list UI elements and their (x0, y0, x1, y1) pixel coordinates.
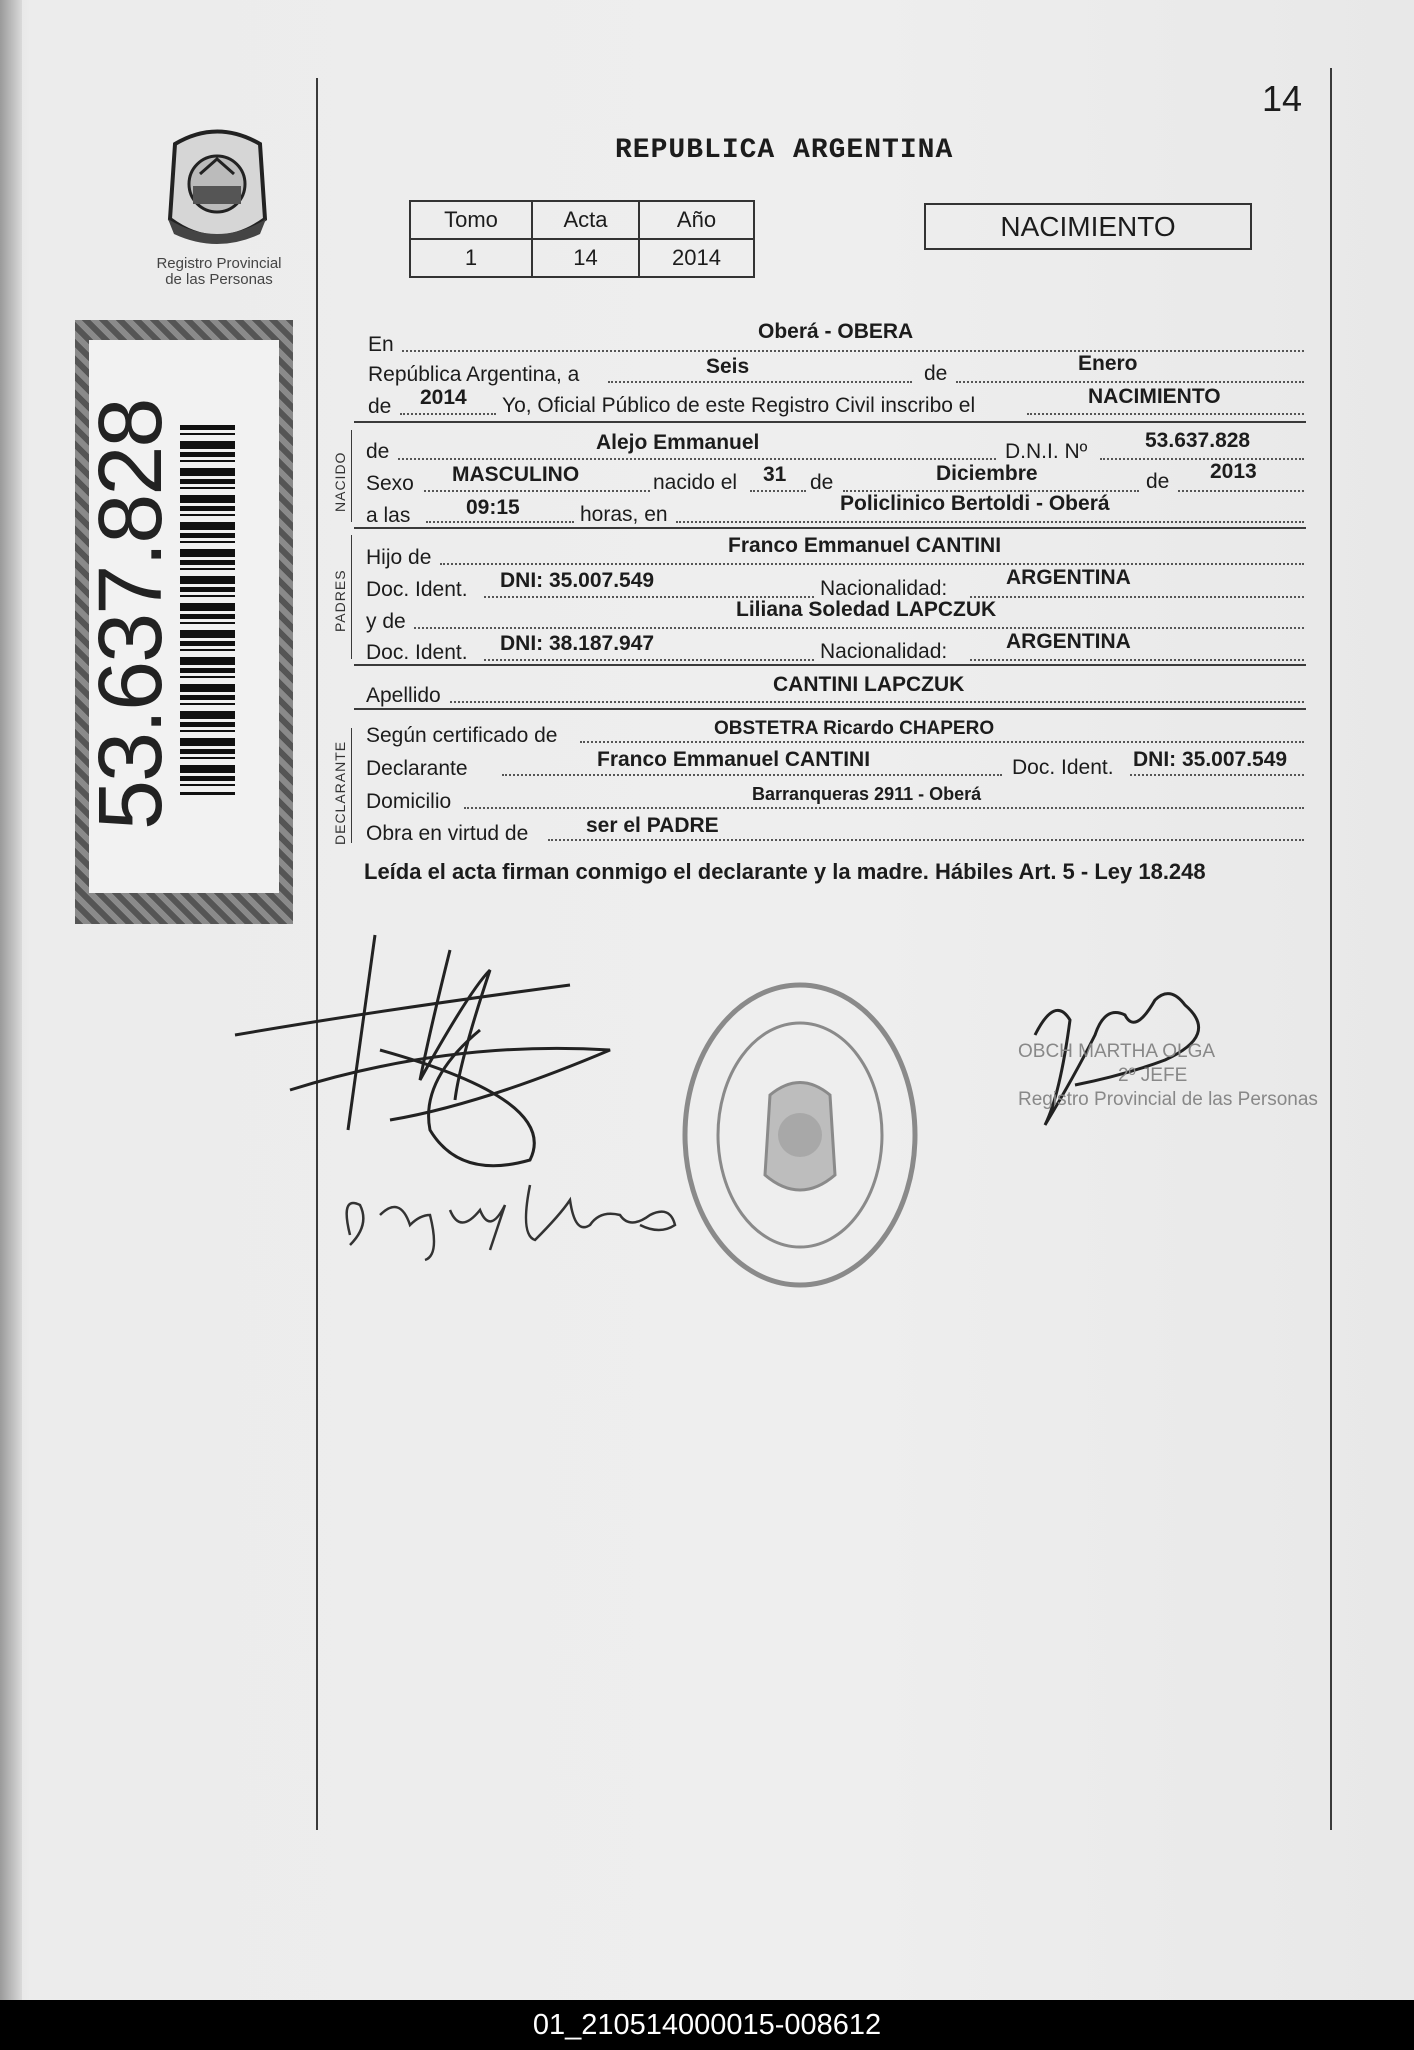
label-dni: D.N.I. Nº (1005, 440, 1088, 463)
section-label-padres: PADRES (332, 569, 348, 632)
dots-tipo (1027, 413, 1304, 415)
dots-padre (440, 563, 1304, 565)
dots-dia (608, 381, 912, 383)
dots-declarante-doc (1130, 774, 1304, 776)
divider-2 (354, 527, 1306, 529)
declarant-signature (230, 930, 620, 1190)
label-de-mes: de (810, 471, 834, 494)
label-de-anio: de (1146, 470, 1170, 493)
value-lugar-nac: Policlinico Bertoldi - Oberá (840, 492, 1110, 515)
dots-anio (400, 413, 496, 415)
record-table (409, 200, 755, 278)
value-declarante: Franco Emmanuel CANTINI (597, 748, 871, 771)
dots-madre (414, 627, 1304, 629)
value-madre-doc: DNI: 38.187.947 (500, 632, 655, 655)
page-edge (0, 0, 22, 2000)
dots-obra (548, 839, 1304, 841)
logo-caption (148, 256, 290, 288)
value-dni: 53.637.828 (1145, 429, 1251, 452)
dots-hora (426, 521, 574, 523)
label-apellido: Apellido (366, 684, 441, 707)
label-de-month: de (924, 362, 948, 385)
label-a-las: a las (366, 504, 411, 527)
label-en: En (368, 333, 394, 356)
dots-nac-anio (1178, 490, 1304, 492)
value-madre-nac: ARGENTINA (1006, 630, 1131, 653)
value-nac-mes: Diciembre (936, 462, 1038, 485)
divider-4 (354, 708, 1306, 710)
value-madre: Liliana Soledad LAPCZUK (736, 598, 997, 621)
value-padre-doc: DNI: 35.007.549 (500, 569, 655, 592)
page-number: 14 (1262, 78, 1303, 119)
label-nacido-el: nacido el (653, 471, 738, 494)
dots-apellido (450, 701, 1304, 703)
dots-domicilio (464, 807, 1304, 809)
logo-caption-line2: de las Personas (165, 271, 273, 288)
label-y-de: y de (366, 610, 406, 633)
dots-madre-nac (970, 659, 1304, 661)
anio-header: Año (639, 201, 754, 239)
value-nac-dia: 31 (763, 463, 787, 486)
document-title: REPUBLICA ARGENTINA (615, 135, 954, 166)
value-mes: Enero (1078, 352, 1138, 375)
value-obra: ser el PADRE (586, 814, 719, 837)
closing-note: Leída el acta firman conmigo el declarante y la madre. Hábiles Art. 5 - Ley 18.248 (364, 859, 1206, 884)
label-de-name: de (366, 440, 390, 463)
label-doc-ident-2: Doc. Ident. (366, 641, 468, 664)
declarante-bracket (351, 728, 352, 843)
dots-lugar-nac (676, 521, 1304, 523)
value-anio: 2014 (420, 386, 467, 409)
label-nacionalidad-1: Nacionalidad: (820, 577, 948, 600)
dots-nac-dia (750, 490, 806, 492)
label-republica: República Argentina, a (368, 363, 580, 386)
record-type-box: NACIMIENTO (924, 203, 1252, 250)
value-padre: Franco Emmanuel CANTINI (728, 534, 1002, 557)
dots-mes (956, 381, 1304, 383)
section-label-nacido: NACIDO (332, 451, 348, 512)
anio-value: 2014 (639, 239, 754, 277)
value-sexo: MASCULINO (452, 463, 580, 486)
value-nombre: Alejo Emmanuel (596, 431, 760, 454)
registry-stamp (675, 975, 925, 1295)
value-padre-nac: ARGENTINA (1006, 566, 1131, 589)
dots-padre-nac (970, 596, 1304, 598)
dots-certificado (580, 741, 1304, 743)
dots-en (402, 350, 1304, 352)
padres-bracket (351, 535, 352, 659)
section-label-declarante: DECLARANTE (332, 740, 348, 845)
barcode (180, 425, 235, 795)
label-de-year: de (368, 395, 392, 418)
label-sexo: Sexo (366, 472, 414, 495)
label-horas-en: horas, en (580, 503, 668, 526)
official-stamp (1018, 1040, 1318, 1112)
label-nacionalidad-2: Nacionalidad: (820, 640, 948, 663)
value-certificado: OBSTETRA Ricardo CHAPERO (714, 718, 995, 739)
value-lugar: Oberá - OBERA (758, 320, 914, 343)
label-hijo-de: Hijo de (366, 546, 432, 569)
label-doc-ident-decl: Doc. Ident. (1012, 756, 1114, 779)
value-tipo: NACIMIENTO (1088, 385, 1221, 408)
province-seal-logo (160, 124, 275, 249)
acta-header: Acta (532, 201, 639, 239)
barcode-number: 53.637.828 (81, 399, 181, 830)
label-domicilio: Domicilio (366, 790, 452, 813)
value-apellido: CANTINI LAPCZUK (773, 673, 965, 696)
label-obra: Obra en virtud de (366, 822, 529, 845)
tomo-value: 1 (410, 239, 532, 277)
value-dia: Seis (706, 355, 750, 378)
logo-caption-line1: Registro Provincial (156, 255, 282, 272)
value-nac-anio: 2013 (1210, 460, 1257, 483)
tomo-header: Tomo (410, 201, 532, 239)
dots-madre-doc (484, 659, 814, 661)
nacido-bracket (351, 430, 352, 522)
label-declarante: Declarante (366, 757, 468, 780)
official-stamp-line1: OBCH MARTHA OLGA (1018, 1041, 1216, 1062)
scan-footer-id: 01_210514000015-008612 (0, 2000, 1414, 2050)
dots-nombre (398, 458, 996, 460)
label-segun: Según certificado de (366, 724, 558, 747)
acta-value: 14 (532, 239, 639, 277)
divider-1 (354, 421, 1306, 423)
dots-dni (1100, 458, 1304, 460)
dots-sexo (424, 490, 650, 492)
official-stamp-line3: Registro Provincial de las Personas (1018, 1089, 1318, 1110)
dots-declarante (502, 774, 1002, 776)
value-hora: 09:15 (466, 496, 520, 519)
right-margin-line (1330, 68, 1332, 1830)
value-declarante-doc: DNI: 35.007.549 (1133, 748, 1288, 771)
official-stamp-line2: 2º JEFE (1118, 1065, 1188, 1086)
label-doc-ident-1: Doc. Ident. (366, 578, 468, 601)
value-domicilio: Barranqueras 2911 - Oberá (752, 784, 982, 804)
mother-signature (330, 1155, 690, 1265)
label-yo: Yo, Oficial Público de este Registro Civil inscribo el (502, 394, 976, 417)
divider-3 (354, 664, 1306, 666)
